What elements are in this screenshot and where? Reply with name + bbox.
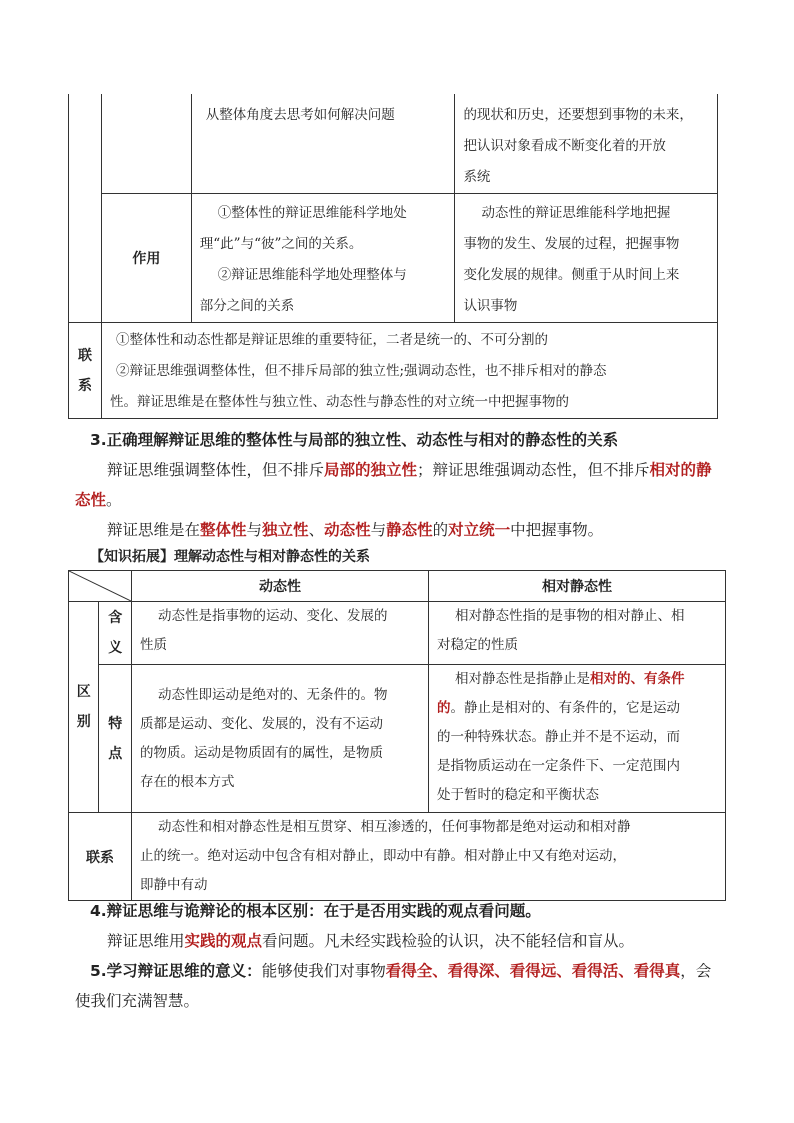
empty-cell — [101, 94, 191, 194]
cell-text: 的一种特殊状态。静止并不是不运动，而 — [437, 729, 680, 745]
text-span: 5.学习辩证思维的意义： — [90, 962, 262, 980]
table-cell — [132, 813, 726, 901]
table-header-row — [69, 571, 726, 602]
cell-text: ②辩证思维强调整体性，但不排斥局部的独立性;强调动态性，也不排斥相对的静态 — [115, 363, 607, 379]
table-cell — [191, 94, 455, 194]
text-span: ， — [680, 962, 696, 980]
cell-text: 动态性的辩证思维能科学地把握 — [481, 205, 671, 221]
cell-text: 认识事物 — [463, 298, 518, 314]
cell-text: 性质 — [140, 637, 167, 653]
label-char: 点 — [108, 745, 123, 762]
text-span: 、 — [308, 521, 325, 539]
table-cell — [132, 602, 429, 665]
highlight-span: 独立性 — [262, 521, 309, 539]
text-span: 是否用实践的观点看问题。 — [354, 902, 541, 920]
table-row — [69, 665, 726, 813]
cell-text: 性。辩证思维是在整体性与独立性、动态性与静态性的对立统一中把握事物的 — [109, 394, 569, 410]
cell-text: 。静止是相对的、有条件的，它是运动 — [450, 700, 680, 716]
section-3-paragraph-2 — [75, 515, 725, 545]
diagonal-header-cell — [69, 571, 132, 602]
cell-text: 变化发展的规律。侧重于从时间上来 — [463, 267, 680, 283]
highlight-span: 整体性 — [200, 521, 247, 539]
text-span: 的 — [432, 521, 449, 539]
highlight-span: 对立统一 — [448, 521, 511, 539]
text-span: 与 — [370, 521, 387, 539]
label-char: 别 — [76, 714, 91, 730]
cell-text: 止的统一。绝对运动中包含有相对静止，即动中有静。相对静止中又有绝对运动， — [140, 848, 626, 864]
cell-text: 质都是运动、变化、发展的，没有不运动 — [140, 715, 383, 732]
section-4-title — [90, 896, 740, 926]
diagonal-line — [69, 571, 131, 601]
highlight-span: 相对的、有条件 — [590, 671, 685, 687]
cell-text: 部分之间的关系 — [199, 298, 295, 314]
cell-text: ①整体性和动态性都是辩证思维的重要特征，二者是统一的、不可分割的 — [115, 332, 548, 348]
table-cell — [429, 602, 726, 665]
row-label-lianxi: 联系 — [69, 813, 132, 901]
cell-text: 理“此”与“彼”之间的关系。 — [199, 236, 363, 252]
cell-text: 系统 — [463, 169, 491, 185]
table-row — [69, 94, 718, 194]
cell-text: 从整体角度去思考如何解决问题 — [205, 107, 395, 123]
highlight-span: 的 — [437, 700, 451, 716]
cell-text: 相对静态性是指静止是 — [455, 671, 590, 687]
knowledge-table — [68, 570, 726, 901]
highlight-span: 相对的 — [649, 461, 697, 479]
table-cell — [429, 665, 726, 813]
row-label-qubie — [69, 602, 99, 813]
cell-text: 即静中有动 — [140, 877, 208, 893]
cell-text: 事物的发生、发展的过程，把握事物 — [463, 236, 680, 252]
label-char: 义 — [108, 640, 123, 656]
label-char: 联 — [77, 347, 92, 364]
text-span: 能够使我们对事物 — [261, 962, 386, 980]
cell-text: 对稳定的性质 — [437, 637, 518, 653]
cell-text: 是指物质运动在一定条件下、一定范围内 — [437, 758, 680, 774]
cell-text: 动态性即运动是绝对的、无条件的。物 — [158, 686, 388, 703]
section-3-title: 3.正确理解辩证思维的整体性与局部的独立性、动态性与相对的静态性的关系 — [90, 431, 619, 449]
section-3-paragraph-1 — [75, 455, 725, 515]
text-span: 辩证思维强调整体性，但不排斥 — [107, 461, 325, 479]
highlight-span: 静态性 — [386, 521, 433, 539]
text-span: 中把握事物。 — [510, 521, 604, 539]
row-label-tedian — [99, 665, 132, 813]
row-label-hanyi — [99, 602, 132, 665]
column-header-xiangdui: 相对静态性 — [429, 571, 726, 602]
cell-text: ①整体性的辩证思维能科学地处 — [217, 205, 407, 221]
section-5-paragraph — [75, 956, 725, 1016]
highlight-span: 动态性 — [324, 521, 371, 539]
text-span: 4.辩证思维与诡辩论的根本区别：在于 — [90, 902, 355, 920]
section-4-paragraph — [75, 926, 725, 956]
row-label-zuoyong: 作用 — [101, 194, 191, 323]
highlight-span: 看得全、看得深、看得远、看得活、看得真 — [385, 962, 681, 980]
table-row — [69, 323, 718, 419]
cell-text: 动态性和相对静态性是相互贯穿、相互渗透的，任何事物都是绝对运动和相对静 — [158, 819, 631, 835]
cell-text: 动态性是指事物的运动、变化、发展的 — [158, 608, 388, 624]
text-span: 与 — [246, 521, 263, 539]
table-row — [69, 602, 726, 665]
table-cell — [101, 323, 717, 419]
column-header-dongtaixing: 动态性 — [132, 571, 429, 602]
text-span: 辩证思维是在 — [107, 521, 201, 539]
cell-text: 处于暂时的稳定和平衡状态 — [437, 787, 599, 803]
table-cell — [455, 94, 718, 194]
label-char: 含 — [108, 610, 123, 626]
table-row — [69, 194, 718, 323]
table-cell — [132, 665, 429, 813]
text-span: 会使我们充满智慧。 — [75, 962, 712, 1010]
table-cell — [191, 194, 455, 323]
cell-text: 的现状和历史，还要想到事物的未来， — [463, 107, 693, 123]
cell-text: 相对静态性指的是事物的相对静止、相 — [455, 608, 685, 624]
knowledge-extension-title: 【知识拓展】理解动态性与相对静态性的关系 — [90, 549, 370, 565]
comparison-table-top — [68, 94, 718, 419]
highlight-span: 局部的独立性 — [324, 461, 418, 479]
highlight-span: 静态性 — [75, 461, 712, 509]
text-span: 看问题。凡未经实践检验的认识，决不能轻信和盲从。 — [262, 932, 635, 950]
cell-text: 把认识对象看成不断变化着的开放 — [463, 138, 666, 154]
cell-text: ②辩证思维能科学地处理整体与 — [217, 267, 407, 283]
label-char: 区 — [76, 684, 91, 700]
label-char: 系 — [77, 377, 92, 394]
cell-text: 存在的根本方式 — [140, 773, 235, 790]
table-cell — [455, 194, 718, 323]
row-label-lianxi — [69, 323, 102, 419]
cell-text: 的物质。运动是物质固有的属性，是物质 — [140, 744, 383, 761]
label-char: 特 — [108, 715, 123, 732]
text-span: ；辩证思维强调动态性，但不排斥 — [417, 461, 650, 479]
text-span: 。 — [106, 491, 122, 509]
empty-cell — [69, 94, 102, 323]
table-row — [69, 813, 726, 901]
text-span: 辩证思维用 — [107, 932, 185, 950]
highlight-span: 实践的观点 — [184, 932, 263, 950]
